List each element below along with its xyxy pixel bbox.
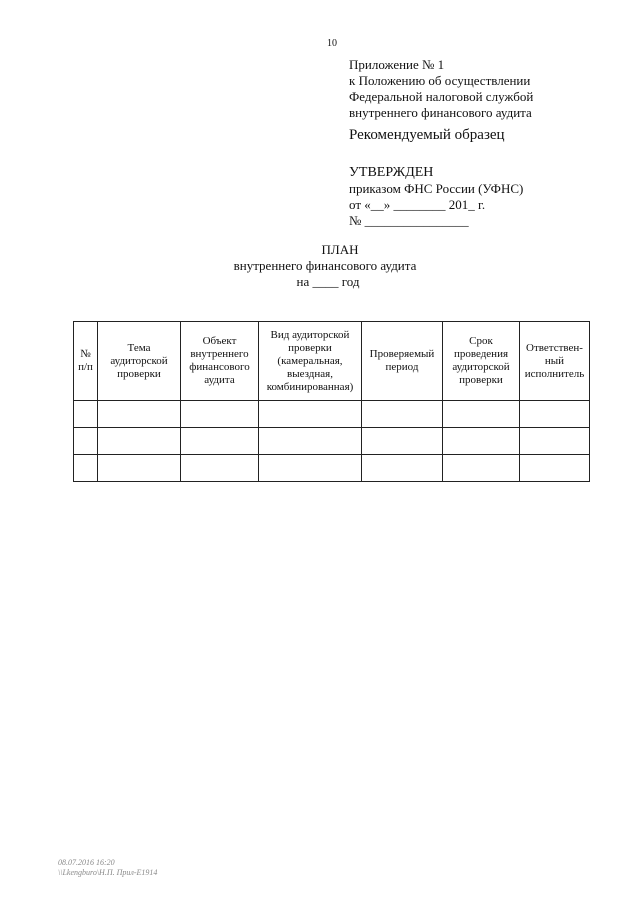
table-cell <box>259 401 362 428</box>
appendix-line: к Положению об осуществлении <box>349 73 531 88</box>
footer-timestamp: 08.07.2016 16:20 <box>58 858 115 867</box>
table-cell <box>181 401 259 428</box>
table-header-row <box>74 322 590 401</box>
header-responsible: Ответствен-ный исполнитель <box>520 322 590 401</box>
table-row <box>74 428 590 455</box>
table-cell <box>443 428 520 455</box>
appendix-line: внутреннего финансового аудита <box>349 105 532 120</box>
header-number: № п/п <box>74 322 98 401</box>
table-cell <box>362 401 443 428</box>
approval-order-line: приказом ФНС России (УФНС) <box>349 181 524 196</box>
approval-block <box>349 165 523 229</box>
table-cell <box>520 428 590 455</box>
table-cell <box>443 401 520 428</box>
header-audit-object: Объект внутреннего финансового аудита <box>181 322 259 401</box>
plan-year-line: на ____ год <box>296 274 360 289</box>
approval-date-line: от «__» ________ 201_ г. <box>349 197 486 212</box>
table-cell <box>520 401 590 428</box>
appendix-line: Приложение № 1 <box>349 57 445 72</box>
table-cell <box>74 401 98 428</box>
table-cell <box>98 401 181 428</box>
sample-label: Рекомендуемый образец <box>349 127 505 143</box>
table-cell <box>181 455 259 482</box>
appendix-block <box>349 57 533 121</box>
table-cell <box>74 428 98 455</box>
header-audit-deadline: Срок проведения аудиторской проверки <box>443 322 520 401</box>
table-cell <box>259 455 362 482</box>
header-audit-type: Вид аудиторской проверки (камеральная, выездная, комбинированная) <box>259 322 362 401</box>
approval-heading: УТВЕРЖДЕН <box>349 165 434 180</box>
approval-number-line: № ________________ <box>349 213 469 228</box>
plan-title-block <box>0 242 640 290</box>
table-cell <box>362 455 443 482</box>
table-cell <box>98 428 181 455</box>
table-cell <box>98 455 181 482</box>
footer-stamp <box>58 858 157 878</box>
table-cell <box>443 455 520 482</box>
table-cell <box>520 455 590 482</box>
table-cell <box>181 428 259 455</box>
plan-subtitle: внутреннего финансового аудита <box>233 258 417 273</box>
appendix-line: Федеральной налоговой службой <box>349 89 534 104</box>
footer-file-path: \\Lkengburo\Н.П. Прил-Е1914 <box>58 868 158 877</box>
table-row <box>74 455 590 482</box>
table-cell <box>362 428 443 455</box>
header-audited-period: Проверяемый период <box>362 322 443 401</box>
page-number: 10 <box>327 38 337 49</box>
table-row <box>74 401 590 428</box>
header-audit-topic: Тема аудиторской проверки <box>98 322 181 401</box>
plan-table <box>73 321 590 482</box>
plan-title: ПЛАН <box>321 242 359 257</box>
table-cell <box>74 455 98 482</box>
table-cell <box>259 428 362 455</box>
